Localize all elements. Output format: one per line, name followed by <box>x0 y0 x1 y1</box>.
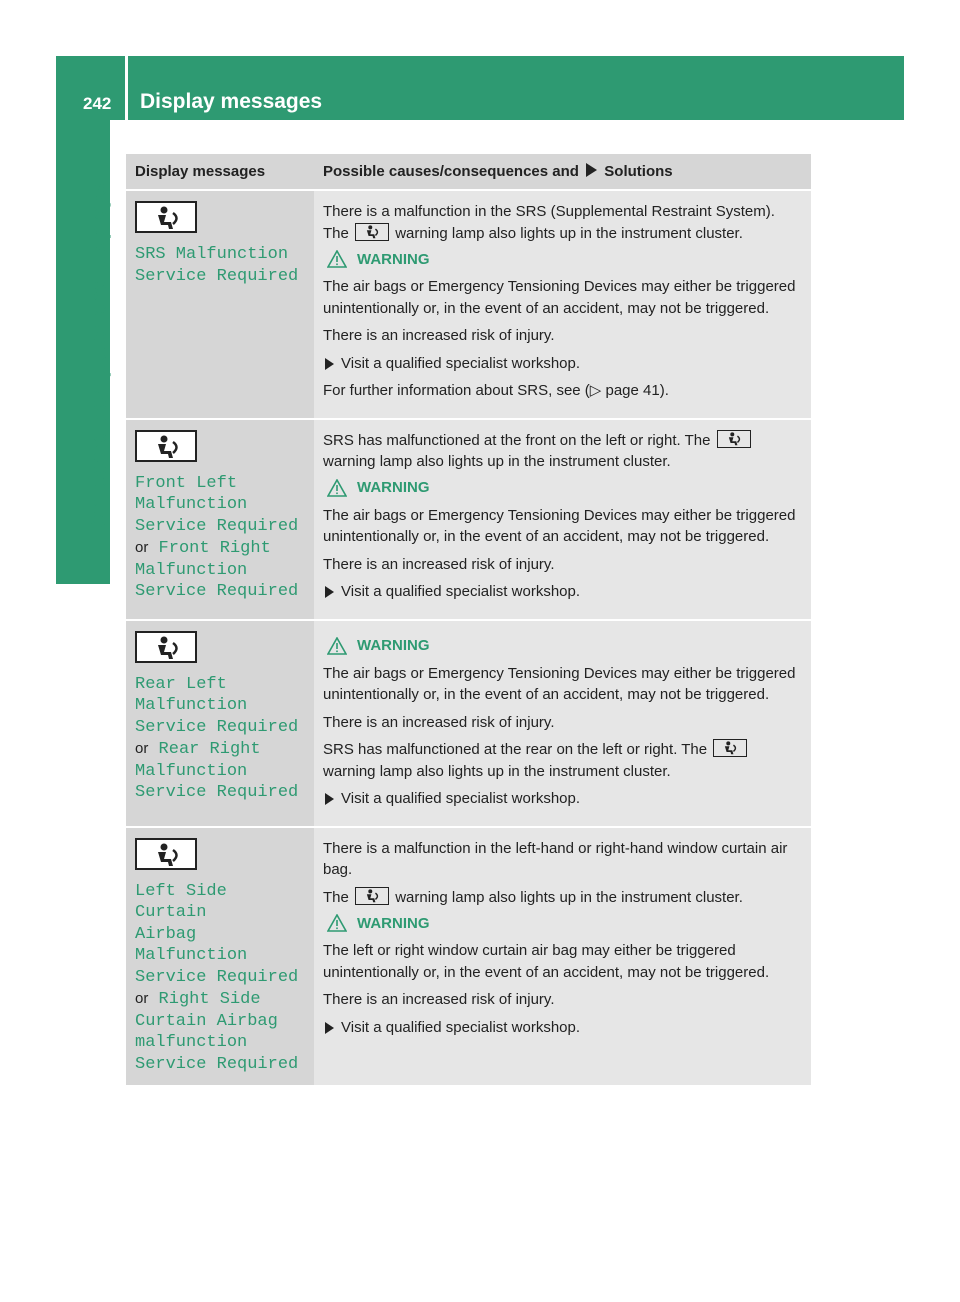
warning-heading: WARNING <box>327 637 802 655</box>
risk-text: There is an increased risk of injury. <box>323 327 555 344</box>
airbag-lamp-inline-icon <box>355 223 389 241</box>
solution-cell <box>314 190 811 419</box>
airbag-warning-lamp-icon <box>135 430 197 462</box>
warning-text: The air bags or Emergency Tensioning Devices may either be triggered unintentionally or, in the event of an accident, may not be triggered. <box>323 664 796 703</box>
table-row <box>126 620 811 827</box>
airbag-lamp-inline-icon <box>717 430 751 448</box>
message-line: Malfunction <box>135 761 248 781</box>
further-info-text: For further information about SRS, see (▷ page 41). <box>323 382 669 399</box>
message-line: Service Required <box>135 717 299 737</box>
solution-step: Visit a qualified specialist workshop. <box>323 1017 802 1039</box>
col-header-solutions-text: Solutions <box>604 163 673 180</box>
display-messages-table <box>126 154 811 1085</box>
message-cell <box>126 419 314 620</box>
message-line: Airbag Malfunction <box>135 924 248 965</box>
message-line: or Front Right <box>135 539 271 558</box>
page-number: 242 <box>83 94 112 113</box>
message-line: Service Required <box>135 783 299 802</box>
message-line: Malfunction <box>135 560 248 580</box>
col-header-display-messages: Display messages <box>126 154 314 190</box>
message-cell <box>126 827 314 1086</box>
warning-text: The left or right window curtain air bag may either be triggered unintentionally or, in the event of an accident, may not be triggered. <box>323 942 770 981</box>
table-row <box>126 419 811 620</box>
cause-text: SRS has malfunctioned at the front on the left or right. The warning lamp also lights up in the instrument cluster. <box>323 430 802 473</box>
step-arrow-icon <box>325 358 334 370</box>
warning-text: The air bags or Emergency Tensioning Devices may either be triggered unintentionally or, in the event of an accident, may not be triggered. <box>323 278 796 317</box>
solution-cell <box>314 620 811 827</box>
airbag-warning-lamp-icon <box>135 838 197 870</box>
message-line: Service Required <box>135 582 299 601</box>
message-line: Service Required <box>135 1054 299 1074</box>
col-header-causes-text: Possible causes/consequences and <box>323 163 579 180</box>
message-line: Malfunction <box>135 495 248 514</box>
cause-text: There is a malfunction in the SRS (Supplemental Restraint System). The warning lamp also lights up in the instrument cluster. <box>323 203 775 242</box>
message-line: Curtain Airbag <box>135 1011 278 1031</box>
header-divider <box>125 56 128 120</box>
page-title: Display messages <box>140 90 323 113</box>
message-line: malfunction <box>135 1033 248 1052</box>
cause-text: There is a malfunction in the left-hand or right-hand window curtain air bag. <box>323 839 788 878</box>
solution-arrow-icon <box>586 163 597 177</box>
solution-step: Visit a qualified specialist workshop. <box>323 353 802 375</box>
warning-triangle-icon <box>327 479 347 497</box>
warning-text: The air bags or Emergency Tensioning Devices may either be triggered unintentionally or, in the event of an accident, may not be triggered. <box>323 506 796 545</box>
warning-triangle-icon <box>327 250 347 268</box>
cause-text: SRS has malfunctioned at the rear on the left or right. The warning lamp also lights up in the instrument cluster. <box>323 739 802 782</box>
step-arrow-icon <box>325 793 334 805</box>
message-line: Rear Left <box>135 674 227 694</box>
step-arrow-icon <box>325 1022 334 1034</box>
risk-text: There is an increased risk of injury. <box>323 713 555 731</box>
solution-cell <box>314 827 811 1086</box>
message-cell <box>126 620 314 827</box>
airbag-lamp-inline-icon <box>713 739 747 757</box>
cause-text-lamp: The warning lamp also lights up in the instrument cluster. <box>323 888 743 906</box>
message-line: Left Side Curtain <box>135 881 227 922</box>
message-cell <box>126 190 314 419</box>
message-line: Front Left <box>135 473 238 493</box>
message-line: Service Required <box>135 266 299 286</box>
airbag-lamp-inline-icon <box>355 887 389 905</box>
table-row <box>126 190 811 419</box>
page-header <box>56 56 904 120</box>
col-header-causes <box>314 154 811 190</box>
message-line: Service Required <box>135 967 299 987</box>
message-line: Malfunction <box>135 696 248 715</box>
table-header-row <box>126 154 811 190</box>
airbag-warning-lamp-icon <box>135 201 197 233</box>
solution-step: Visit a qualified specialist workshop. <box>323 581 802 603</box>
side-tab-label: On-board computer and displays <box>86 183 111 528</box>
warning-heading: WARNING <box>327 250 802 268</box>
warning-heading: WARNING <box>327 914 802 932</box>
solution-cell <box>314 419 811 620</box>
solution-step: Visit a qualified specialist workshop. <box>323 788 802 810</box>
message-line: or Right Side <box>135 990 261 1009</box>
airbag-warning-lamp-icon <box>135 631 197 663</box>
warning-triangle-icon <box>327 637 347 655</box>
warning-triangle-icon <box>327 914 347 932</box>
risk-text: There is an increased risk of injury. <box>323 991 555 1008</box>
risk-text: There is an increased risk of injury. <box>323 555 555 573</box>
step-arrow-icon <box>325 586 334 598</box>
warning-heading: WARNING <box>327 479 802 497</box>
table-row <box>126 827 811 1086</box>
message-line: or Rear Right <box>135 740 261 759</box>
message-line: SRS Malfunction <box>135 245 289 264</box>
message-line: Service Required <box>135 516 299 536</box>
